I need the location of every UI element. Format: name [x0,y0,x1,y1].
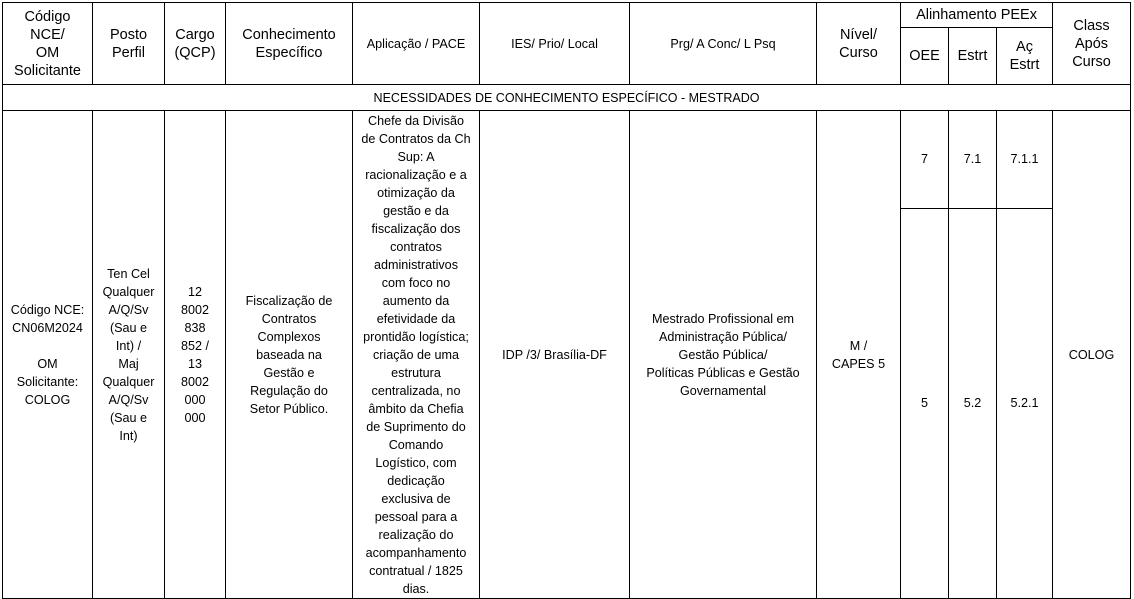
section-title: NECESSIDADES DE CONHECIMENTO ESPECÍFICO - MESTRADO [3,85,1131,111]
header-class: Class Após Curso [1053,3,1131,85]
cell-class: COLOG [1053,111,1131,599]
header-nivel: Nível/ Curso [817,3,901,85]
cell-oee-1: 7 [901,111,949,209]
table-row [3,111,1131,209]
cell-aplicacao: Chefe da Divisão de Contratos da Ch Sup: A racionalização e a otimização da gestão e da fiscalização dos contratos administrativos com foco no aumento da efetividade da prontidão logística; criação de uma estrutura centralizada, no âmbito da Chefia de Suprimento do Comando Logístico, com dedicação exclusiva de pessoal para a realização do acompanhamento contratual / 1825 dias. [353,111,480,599]
header-prg: Prg/ A Conc/ L Psq [630,3,817,85]
header-conhecimento: Conhecimento Específico [226,3,353,85]
section-row [3,85,1131,111]
cell-nivel: M / CAPES 5 [817,111,901,599]
cell-posto-perfil: Ten Cel Qualquer A/Q/Sv (Sau e Int) / Maj Qualquer A/Q/Sv (Sau e Int) [93,111,165,599]
header-cargo: Cargo (QCP) [165,3,226,85]
header-alinhamento: Alinhamento PEEx [901,3,1053,28]
cell-estrt-2: 5.2 [949,208,997,598]
header-codigo-nce: Código NCE/ OM Solicitante [3,3,93,85]
cell-cargo: 12 8002 838 852 / 13 8002 000 000 [165,111,226,599]
header-oee: OEE [901,28,949,85]
cell-prg: Mestrado Profissional em Administração Pública/ Gestão Pública/ Políticas Públicas e Gestão Governamental [630,111,817,599]
header-posto-perfil: Posto Perfil [93,3,165,85]
header-ac-estrt: Aç Estrt [997,28,1053,85]
cell-codigo-nce: Código NCE: CN06M2024 OM Solicitante: COLOG [3,111,93,599]
cell-conhecimento: Fiscalização de Contratos Complexos baseada na Gestão e Regulação do Setor Público. [226,111,353,599]
header-aplicacao: Aplicação / PACE [353,3,480,85]
cell-oee-2: 5 [901,208,949,598]
cell-ac-estrt-1: 7.1.1 [997,111,1053,209]
header-row-1 [3,3,1131,28]
cell-estrt-1: 7.1 [949,111,997,209]
cell-ac-estrt-2: 5.2.1 [997,208,1053,598]
cell-ies: IDP /3/ Brasília-DF [480,111,630,599]
header-ies: IES/ Prio/ Local [480,3,630,85]
knowledge-needs-table [2,2,1131,599]
header-estrt: Estrt [949,28,997,85]
